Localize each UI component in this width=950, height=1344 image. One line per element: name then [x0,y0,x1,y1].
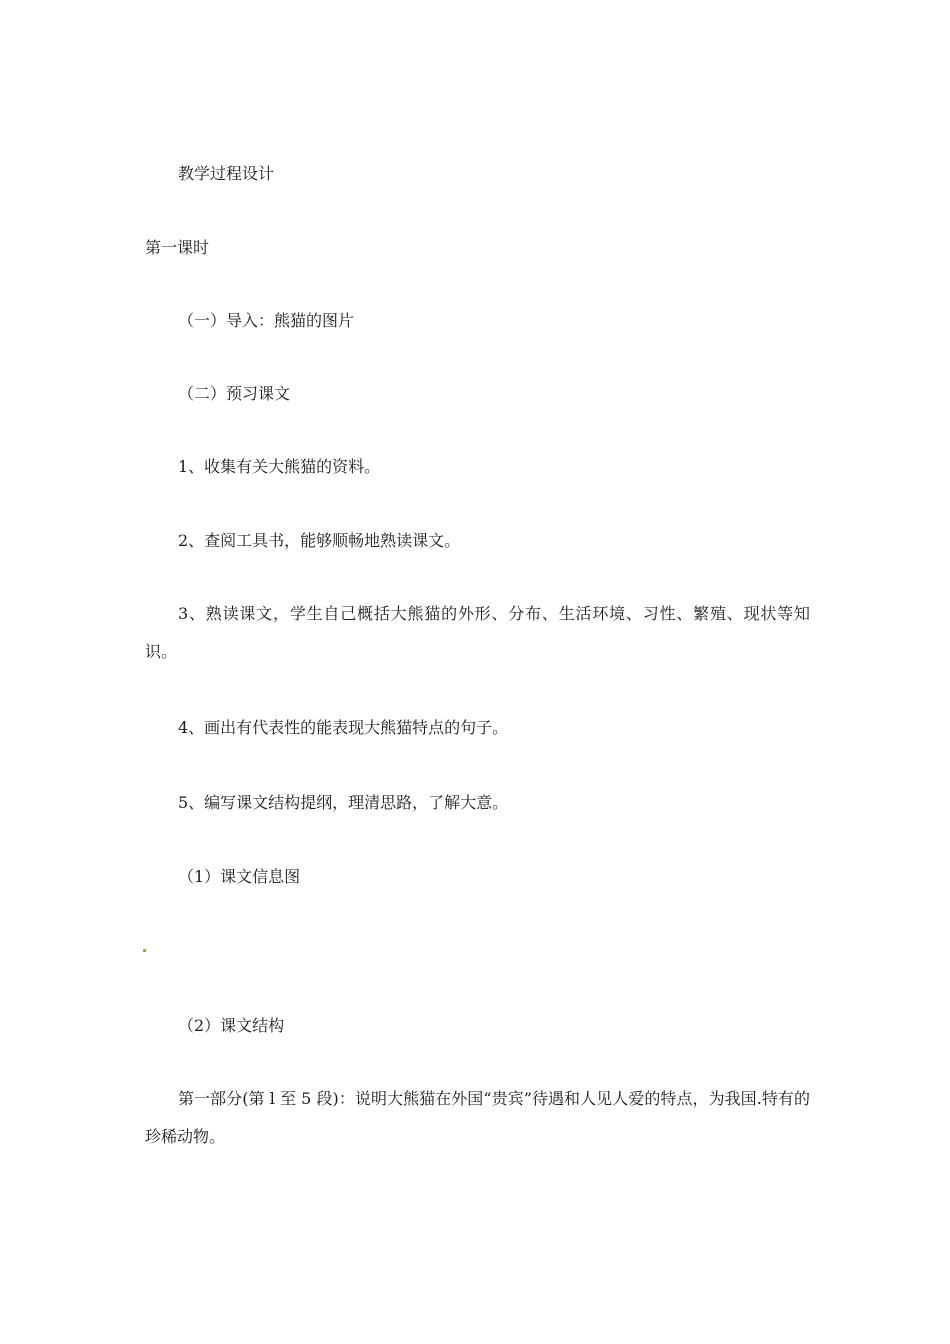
step-4: 4、画出有代表性的能表现大熊猫特点的句子。 [178,718,509,737]
preview-title: （二）预习课文 [178,384,291,403]
document-heading: 教学过程设计 [178,164,275,183]
intro-line: （一）导入：熊猫的图片 [178,311,355,330]
step-3: 3、熟读课文，学生自己概括大熊猫的外形、分布、生活环境、习性、繁殖、现状等知识。 [145,604,810,661]
subsection-structure: （2）课文结构 [178,1016,285,1035]
step-1: 1、收集有关大熊猫的资料。 [178,457,381,476]
image-placeholder-dot [143,949,146,952]
part-1-paragraph: 第一部分(第 l 至 5 段)：说明大熊猫在外国“贵宾”待遇和人见人爱的特点，为我国.特有的珍稀动物。 [145,1089,810,1146]
step-2: 2、查阅工具书，能够顺畅地熟读课文。 [178,531,461,550]
lesson-title: 第一课时 [145,238,210,257]
step-5: 5、编写课文结构提纲，理清思路，了解大意。 [178,793,509,812]
subsection-info-chart: （1）课文信息图 [178,867,301,886]
